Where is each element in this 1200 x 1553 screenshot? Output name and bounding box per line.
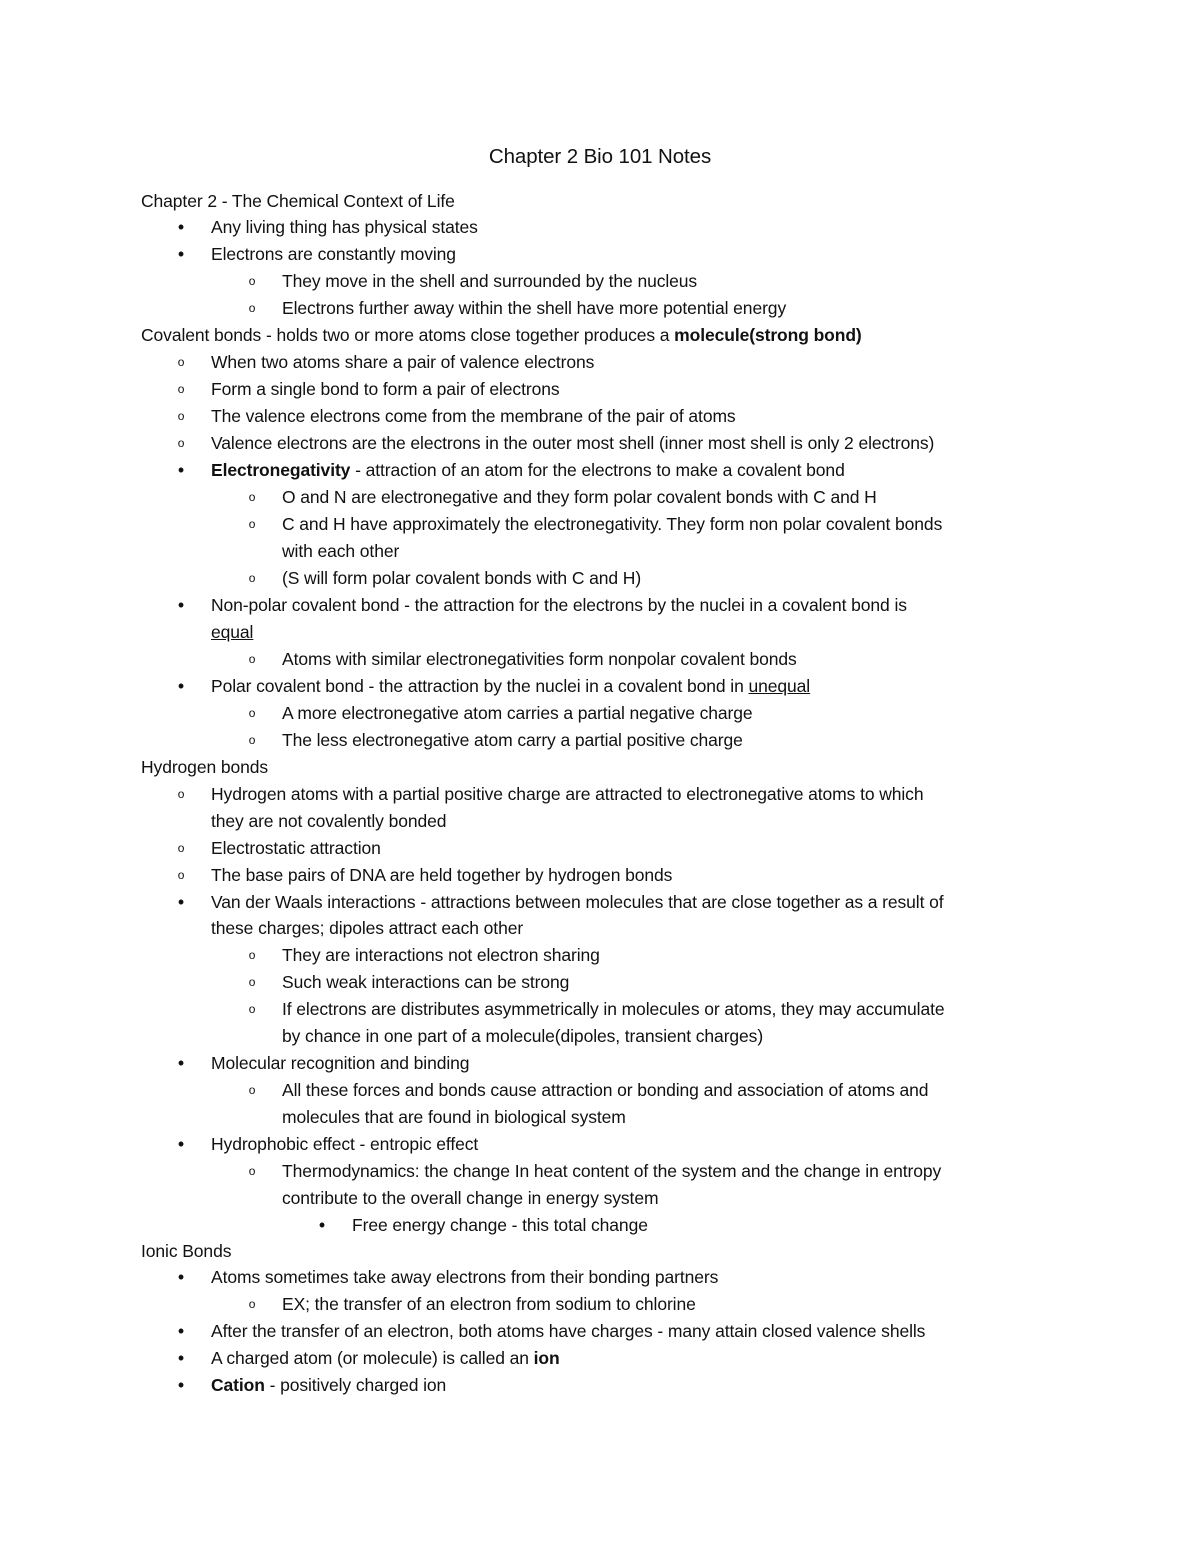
note-line (177, 1372, 447, 1398)
note-text: - attraction of an atom for the electrons to make a covalent bond (350, 460, 845, 480)
bold-term: ion (533, 1348, 560, 1368)
note-text: Thermodynamics: the change In heat content of the system and the change in entropy (282, 1161, 942, 1181)
note-text: they are not covalently bonded (211, 811, 447, 831)
note-line (177, 376, 560, 402)
bold-term: Cation (211, 1375, 265, 1395)
circle-bullet-icon: o (248, 490, 256, 504)
circle-bullet-icon: o (248, 1297, 256, 1311)
note-line (248, 646, 797, 672)
note-line (248, 969, 570, 995)
note-text: Non-polar covalent bond - the attraction for the electrons by the nuclei in a covalent bond is (211, 595, 907, 615)
note-text: Atoms with similar electronegativities form nonpolar covalent bonds (282, 649, 797, 669)
note-text: Electrons are constantly moving (211, 244, 456, 264)
bullet-icon: • (177, 676, 185, 696)
note-line (248, 700, 753, 726)
note-text: Molecular recognition and binding (211, 1053, 470, 1073)
note-text: molecules that are found in biological system (282, 1107, 626, 1127)
note-line (177, 1131, 479, 1157)
note-text: Hydrogen bonds (141, 757, 269, 777)
bullet-icon: • (177, 1375, 185, 1395)
note-line (177, 1318, 926, 1344)
note-line (141, 188, 455, 214)
note-line (177, 835, 381, 861)
circle-bullet-icon: o (248, 1164, 256, 1178)
note-text: A charged atom (or molecule) is called an (211, 1348, 534, 1368)
bold-term: Electronegativity (211, 460, 351, 480)
note-line (282, 538, 399, 564)
note-text: After the transfer of an electron, both atoms have charges - many attain closed valence shells (211, 1321, 926, 1341)
circle-bullet-icon: o (248, 301, 256, 315)
note-line (248, 565, 642, 591)
note-line (248, 942, 600, 968)
note-line (177, 430, 935, 456)
page-title: Chapter 2 Bio 101 Notes (488, 145, 712, 168)
note-line (282, 1023, 763, 1049)
bold-term: molecule(strong bond) (674, 325, 862, 345)
note-text: - positively charged ion (264, 1375, 447, 1395)
circle-bullet-icon: o (177, 841, 185, 855)
circle-bullet-icon: o (248, 975, 256, 989)
note-text: They move in the shell and surrounded by the nucleus (282, 271, 698, 291)
note-line (177, 349, 595, 375)
note-text: The less electronegative atom carry a partial positive charge (282, 730, 743, 750)
circle-bullet-icon: o (248, 948, 256, 962)
note-text: Polar covalent bond - the attraction by the nuclei in a covalent bond in (211, 676, 749, 696)
circle-bullet-icon: o (177, 355, 185, 369)
note-text: O and N are electronegative and they form polar covalent bonds with C and H (282, 487, 877, 507)
note-text: A more electronegative atom carries a partial negative charge (282, 703, 753, 723)
note-line (177, 889, 944, 915)
note-text: Free energy change - this total change (352, 1215, 648, 1235)
note-line (141, 322, 862, 348)
note-line (211, 619, 253, 645)
bullet-icon: • (177, 1321, 185, 1341)
note-text: contribute to the overall change in energy system (282, 1188, 659, 1208)
note-line (177, 673, 811, 699)
note-text: They are interactions not electron sharing (282, 945, 600, 965)
circle-bullet-icon: o (248, 652, 256, 666)
underlined-text: equal (211, 622, 254, 642)
circle-bullet-icon: o (248, 1002, 256, 1016)
note-line (177, 862, 673, 888)
bullet-icon: • (177, 217, 185, 237)
circle-bullet-icon: o (177, 382, 185, 396)
note-text: Any living thing has physical states (211, 217, 478, 237)
note-text: When two atoms share a pair of valence electrons (211, 352, 595, 372)
note-text: Valence electrons are the electrons in the outer most shell (inner most shell is only 2 electrons) (211, 433, 935, 453)
bullet-icon: • (177, 1267, 185, 1287)
note-text: The valence electrons come from the membrane of the pair of atoms (211, 406, 736, 426)
bullet-icon: • (177, 1053, 185, 1073)
note-line (248, 1291, 696, 1317)
note-text: Van der Waals interactions - attractions between molecules that are close together as a result of (211, 892, 944, 912)
note-text: Electrostatic attraction (211, 838, 381, 858)
note-text: Ionic Bonds (141, 1241, 232, 1261)
note-line (248, 1158, 942, 1184)
note-text: The base pairs of DNA are held together by hydrogen bonds (211, 865, 673, 885)
note-line (177, 592, 907, 618)
circle-bullet-icon: o (177, 409, 185, 423)
note-line (177, 1050, 470, 1076)
note-line (318, 1212, 648, 1238)
note-text: Form a single bond to form a pair of electrons (211, 379, 560, 399)
circle-bullet-icon: o (248, 733, 256, 747)
note-line (177, 1345, 560, 1371)
note-line (211, 808, 446, 834)
note-line (177, 241, 456, 267)
note-text: If electrons are distributes asymmetrically in molecules or atoms, they may accumulate (282, 999, 945, 1019)
bullet-icon: • (177, 1134, 185, 1154)
note-line (248, 727, 743, 753)
note-text: Hydrogen atoms with a partial positive charge are attracted to electronegative atoms to which (211, 784, 924, 804)
circle-bullet-icon: o (177, 787, 185, 801)
note-line (282, 1185, 658, 1211)
bullet-icon: • (177, 892, 185, 912)
bullet-icon: • (177, 595, 185, 615)
note-line (248, 1077, 929, 1103)
note-line (282, 1104, 626, 1130)
note-text: All these forces and bonds cause attraction or bonding and association of atoms and (282, 1080, 929, 1100)
circle-bullet-icon: o (248, 274, 256, 288)
note-line (248, 484, 877, 510)
note-line (248, 996, 945, 1022)
note-text: Such weak interactions can be strong (282, 972, 570, 992)
underlined-text: unequal (748, 676, 811, 696)
note-text: C and H have approximately the electronegativity. They form non polar covalent bonds (282, 514, 943, 534)
note-text: by chance in one part of a molecule(dipoles, transient charges) (282, 1026, 764, 1046)
note-text: Atoms sometimes take away electrons from their bonding partners (211, 1267, 719, 1287)
note-line (211, 915, 523, 941)
circle-bullet-icon: o (177, 436, 185, 450)
note-text: Chapter 2 - The Chemical Context of Life (141, 191, 455, 211)
bullet-icon: • (318, 1215, 326, 1235)
bullet-icon: • (177, 460, 185, 480)
note-text: (S will form polar covalent bonds with C and H) (282, 568, 642, 588)
note-line (177, 457, 845, 483)
circle-bullet-icon: o (248, 706, 256, 720)
note-text: Covalent bonds - holds two or more atoms close together produces a (141, 325, 675, 345)
note-line (177, 214, 478, 240)
note-line (248, 295, 787, 321)
circle-bullet-icon: o (248, 517, 256, 531)
bullet-icon: • (177, 1348, 185, 1368)
note-text: with each other (282, 541, 400, 561)
note-text: these charges; dipoles attract each other (211, 918, 524, 938)
note-text: Hydrophobic effect - entropic effect (211, 1134, 479, 1154)
note-text: EX; the transfer of an electron from sodium to chlorine (282, 1294, 696, 1314)
note-text: Electrons further away within the shell have more potential energy (282, 298, 787, 318)
note-line (177, 1264, 719, 1290)
bullet-icon: • (177, 244, 185, 264)
note-line (177, 403, 736, 429)
circle-bullet-icon: o (177, 868, 185, 882)
circle-bullet-icon: o (248, 571, 256, 585)
note-line (141, 1238, 231, 1264)
circle-bullet-icon: o (248, 1083, 256, 1097)
note-line (141, 754, 268, 780)
note-line (248, 268, 698, 294)
note-line (248, 511, 943, 537)
note-line (177, 781, 924, 807)
